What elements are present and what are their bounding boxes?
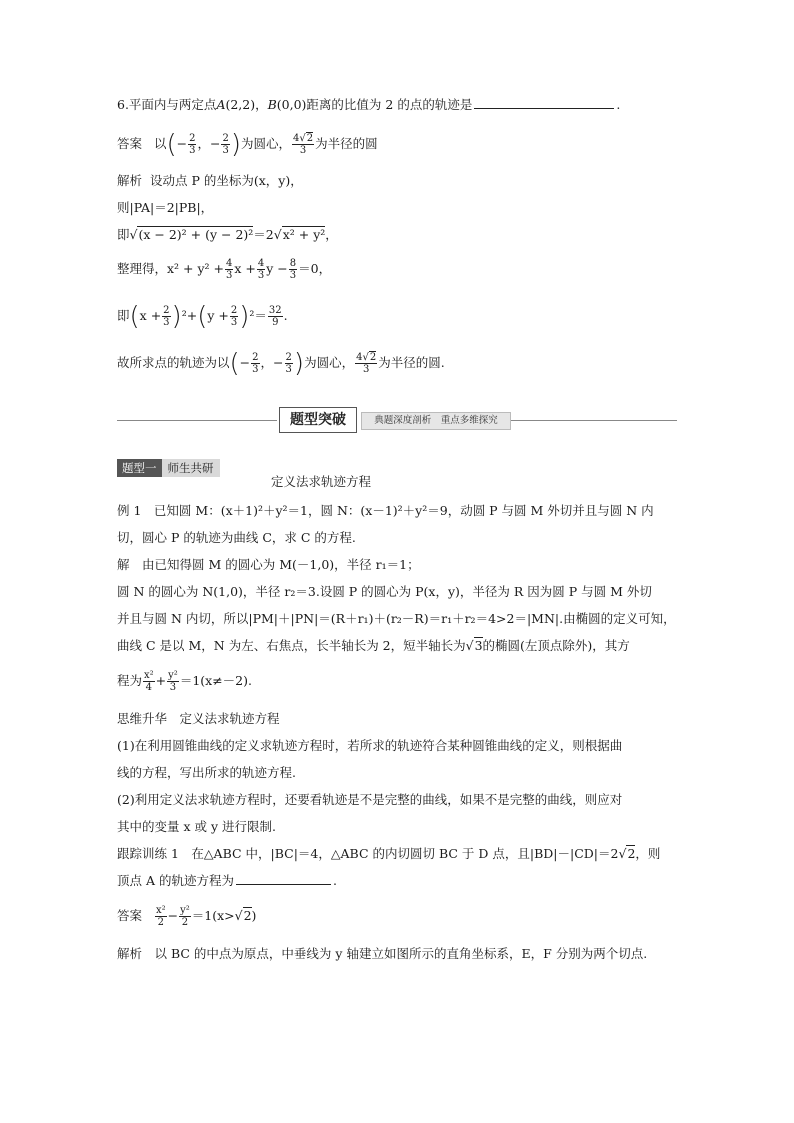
q6-text: 6.平面内与两定点 [117, 97, 217, 112]
answer-label: 答案 [117, 136, 143, 151]
answer-2: 答案 $\frac{\text{x²}}{2}$ − $\frac{\text{y²}}{2}$ ＝1(x>√2) [117, 905, 257, 928]
question-6: 6.平面内与两定点A(2,2)，B(0,0)距离的比值为 2 的点的轨迹是 . [117, 97, 621, 112]
solution-line-2: 圆 N 的圆心为 N(1,0)，半径 r₂＝3.设圆 P 的圆心为 P(x，y)，半径为 R 因为圆 P 与圆 M 外切 [117, 584, 652, 599]
practice-line-2: 顶点 A 的轨迹方程为 . [117, 873, 337, 888]
solution-line-4: 曲线 C 是以 M，N 为左、右焦点，长半轴长为 2，短半轴长为√3的椭圆(左顶点除外)，其方 [117, 638, 630, 653]
fraction: $\frac{2}{3}$ [222, 133, 229, 156]
solution-line-3: 并且与圆 N 内切，所以|PM|＋|PN|＝(R＋r₁)＋(r₂－R)＝r₁＋r₂＝4>2＝|MN|.由椭圆的定义可知， [117, 611, 676, 626]
thinking-title: 思维升华 定义法求轨迹方程 [117, 711, 280, 726]
practice-line-1: 跟踪训练 1 在△ABC 中，|BC|＝4，△ABC 的内切圆切 BC 于 D 点，且|BD|－|CD|＝2√2，则 [117, 846, 661, 861]
solution-line-1: 解 由已知得圆 M 的圆心为 M(－1,0)，半径 r₁＝1； [117, 557, 420, 572]
topic-title: 定义法求轨迹方程 [271, 474, 372, 489]
banner-title: 题型突破 [279, 407, 357, 433]
example-1-line-2: 切，圆心 P 的轨迹为曲线 C，求 C 的方程. [117, 530, 356, 545]
answer-1: 答案 以(− $\frac{2}{3}$ ，− $\frac{2}{3}$ )为圆心， $\frac{4√2}{3}$ 为半径的圆 [117, 129, 378, 160]
topic-tag-mode: 师生共研 [162, 459, 220, 477]
topic-tag [117, 459, 220, 477]
example-1-line-1: 例 1 已知圆 M：(x＋1)²＋y²＝1，圆 N：(x－1)²＋y²＝9，动圆 P 与圆 M 外切并且与圆 N 内 [117, 503, 654, 518]
analysis-2-line-1: 解析 以 BC 的中点为原点，中垂线为 y 轴建立如图所示的直角坐标系，E，F 分别为两个切点. [117, 946, 648, 961]
analysis-1-line-3: 即√(x − 2)² + (y − 2)²＝2√x² + y²， [117, 227, 338, 242]
analysis-1-line-5: 即(x + $\frac{2}{3}$ )²+(y + $\frac{2}{3}$ )²＝ $\frac{32}{9}$ . [117, 301, 288, 332]
answer-blank [474, 96, 614, 109]
banner-rule-right [511, 420, 677, 421]
section-banner [117, 402, 677, 436]
thinking-p2-line-1: (2)利用定义法求轨迹方程时，还要看轨迹是不是完整的曲线，如果不是完整的曲线，则应对 [117, 792, 623, 807]
banner-rule-left [117, 420, 277, 421]
solution-line-5: 程为 $\frac{\text{x²}}{4}$ + $\frac{\text{y²}}{3}$ ＝1(x≠－2). [117, 670, 252, 693]
thinking-p1-line-1: (1)在利用圆锥曲线的定义求轨迹方程时，若所求的轨迹符合某种圆锥曲线的定义，则根据曲 [117, 738, 623, 753]
thinking-p1-line-2: 线的方程，写出所求的轨迹方程. [117, 765, 296, 780]
fraction: $\frac{2}{3}$ [189, 133, 196, 156]
analysis-1-line-6: 故所求点的轨迹为以(− $\frac{2}{3}$ ，− $\frac{2}{3}$ )为圆心， $\frac{4√2}{3}$ 为半径的圆. [117, 348, 445, 379]
answer-blank [236, 872, 331, 885]
analysis-1-line-1: 解析 设动点 P 的坐标为(x，y)， [117, 173, 303, 188]
thinking-p2-line-2: 其中的变量 x 或 y 进行限制. [117, 819, 276, 834]
banner-subtitle: 典题深度剖析 重点多维探究 [361, 412, 511, 430]
topic-tag-number: 题型一 [117, 459, 162, 477]
fraction-radius: $\frac{4√2}{3}$ [293, 133, 314, 156]
analysis-1-line-4: 整理得，x² + y² + $\frac{4}{3}$ x + $\frac{4}{3}$ y − $\frac{8}{3}$ ＝0， [117, 258, 332, 281]
analysis-1-line-2: 则|PA|＝2|PB|， [117, 200, 214, 215]
